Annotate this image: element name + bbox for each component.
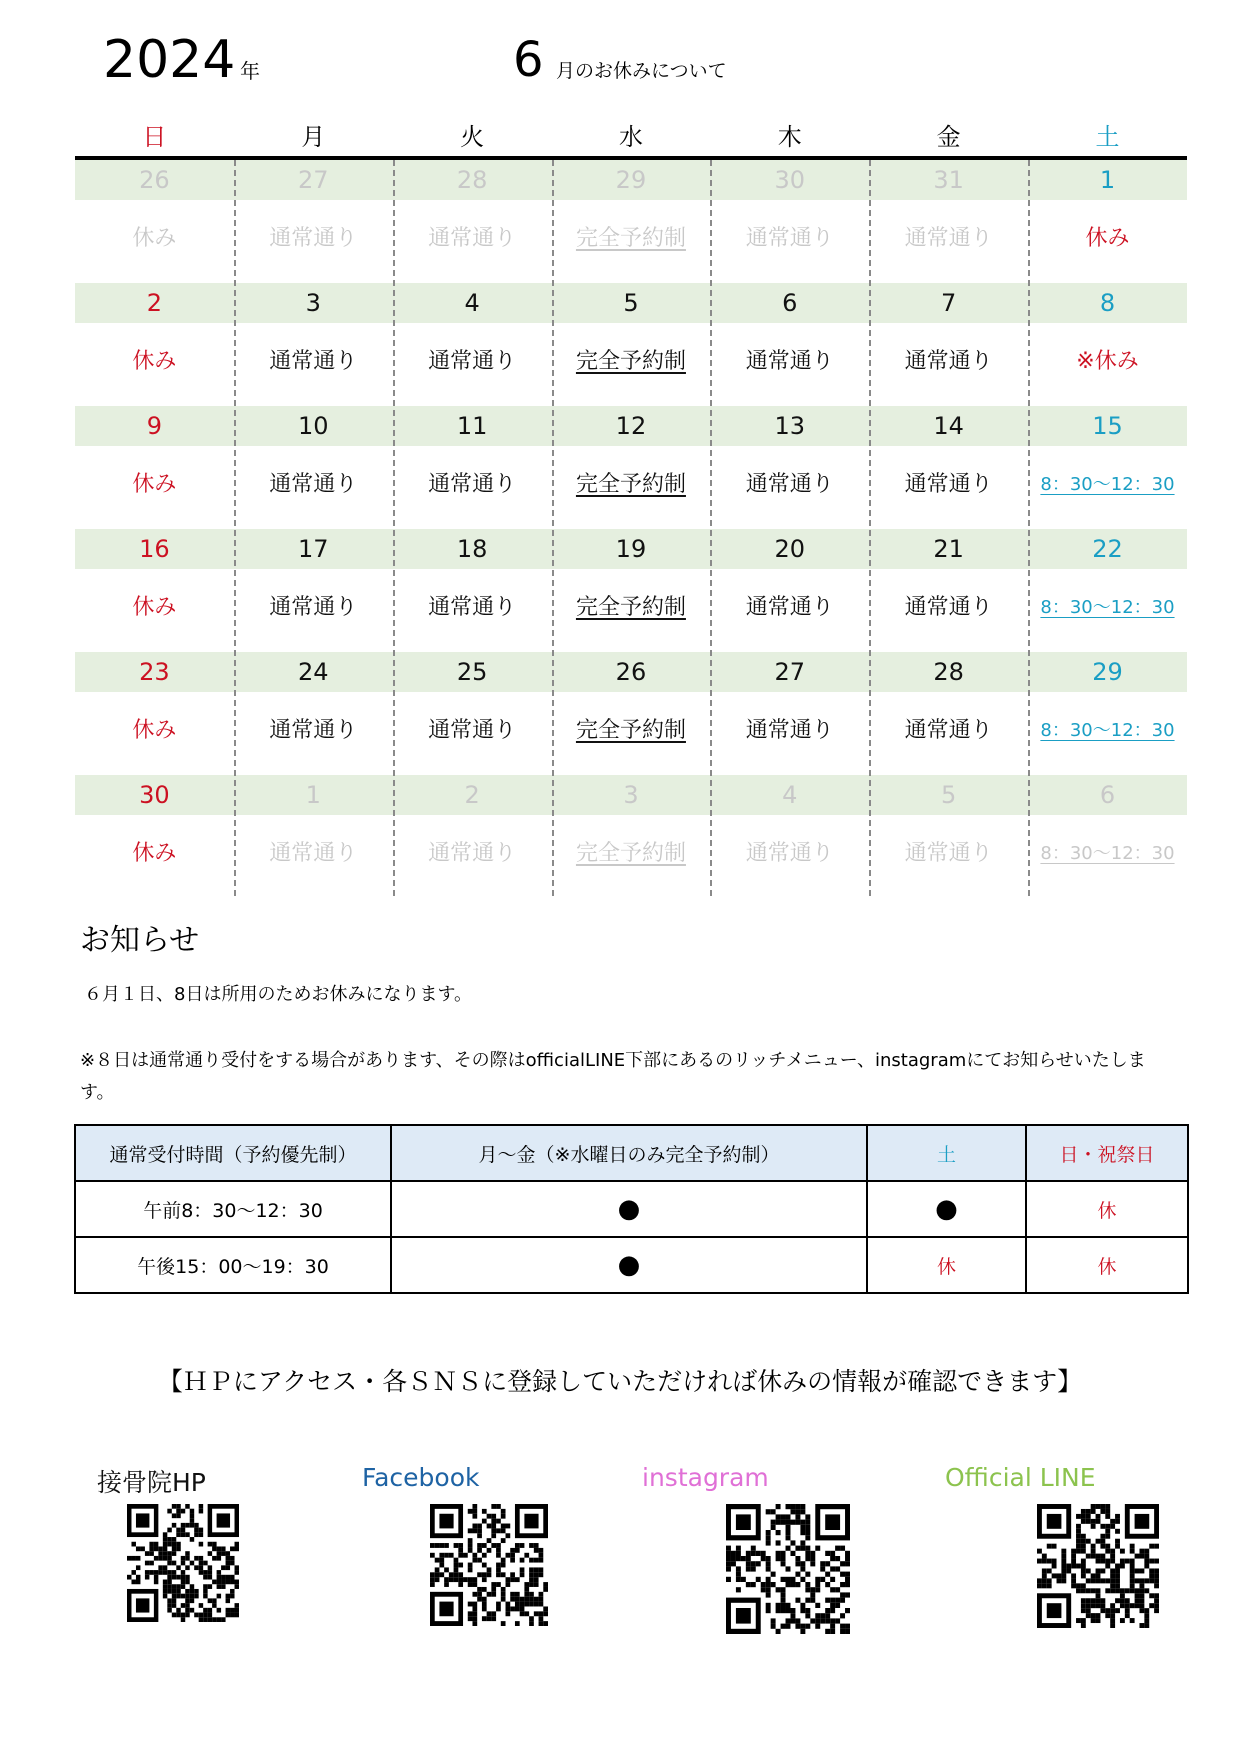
calendar-status: 完全予約制 (575, 349, 686, 374)
header-year: 2024 (103, 30, 236, 90)
calendar-status: 8：30～12：30 (1040, 843, 1175, 864)
calendar-status: 通常通り (745, 718, 834, 743)
calendar-status: 通常通り (269, 718, 358, 743)
calendar-status: 完全予約制 (575, 718, 686, 743)
calendar-date: 19 (615, 535, 647, 563)
calendar-date: 31 (933, 166, 964, 194)
calendar-date: 1 (1099, 166, 1116, 194)
hours-cell: ● (867, 1181, 1026, 1237)
calendar-date: 11 (456, 412, 488, 440)
calendar-status: 休み (132, 472, 177, 497)
calendar-date: 27 (297, 166, 329, 194)
status-row (75, 815, 1187, 898)
calendar-date: 16 (139, 535, 170, 563)
sns-banner: 【ＨＰにアクセス・各ＳＮＳに登録していただければ休みの情報が確認できます】 (157, 1367, 1083, 1396)
calendar-status: 休み (132, 226, 177, 251)
hours-table (74, 1124, 1189, 1294)
hours-header-time: 通常受付時間（予約優先制） (75, 1125, 391, 1181)
weekday-header (75, 118, 1187, 160)
calendar-date: 2 (464, 781, 480, 809)
calendar-week (75, 160, 1187, 283)
calendar-grid (75, 160, 1187, 896)
weekday-fri: 金 (936, 123, 961, 151)
calendar-status: 通常通り (745, 595, 834, 620)
header-month: 6 (513, 32, 544, 88)
calendar-status: 通常通り (428, 718, 517, 743)
hours-cell: 休 (1026, 1237, 1188, 1293)
sns-label-instagram: instagram (642, 1463, 769, 1492)
calendar-status: 休み (132, 349, 177, 374)
date-row (75, 529, 1187, 569)
calendar-status: 8：30～12：30 (1040, 474, 1175, 495)
calendar-status: 通常通り (428, 595, 517, 620)
weekday-tue: 火 (460, 123, 485, 151)
column-divider (710, 160, 712, 896)
column-divider (393, 160, 395, 896)
calendar-date: 30 (774, 166, 806, 194)
calendar-date: 27 (774, 658, 806, 686)
calendar-status: 通常通り (745, 841, 834, 866)
calendar-status: 休み (132, 718, 177, 743)
hours-row-morning (75, 1181, 1188, 1237)
hours-header-sat: 土 (867, 1125, 1026, 1181)
header-year-unit: 年 (240, 59, 260, 83)
sns-label-facebook: Facebook (362, 1463, 480, 1492)
calendar-date: 28 (933, 658, 964, 686)
calendar-date: 2 (146, 289, 163, 317)
date-row (75, 406, 1187, 446)
calendar-status: 通常通り (269, 595, 358, 620)
calendar-week (75, 283, 1187, 406)
status-row (75, 569, 1187, 652)
calendar-date: 21 (933, 535, 964, 563)
calendar-date: 25 (456, 658, 488, 686)
hours-cell: ● (391, 1181, 867, 1237)
calendar-date: 20 (774, 535, 806, 563)
calendar-date: 9 (146, 412, 163, 440)
weekday-sun: 日 (142, 123, 167, 151)
calendar-status: 完全予約制 (575, 472, 686, 497)
hours-cell: ● (391, 1237, 867, 1293)
calendar-status: 通常通り (269, 226, 358, 251)
calendar-status: 休み (132, 841, 177, 866)
calendar-status: 通常通り (745, 349, 834, 374)
calendar-date: 7 (941, 289, 957, 317)
column-divider (234, 160, 236, 896)
hours-cell: 午前8：30～12：30 (75, 1181, 391, 1237)
calendar-status: 通常通り (904, 226, 993, 251)
calendar-status: 通常通り (269, 841, 358, 866)
calendar-date: 22 (1092, 535, 1123, 563)
calendar-date: 28 (456, 166, 488, 194)
calendar-date: 14 (933, 412, 964, 440)
calendar-status: 完全予約制 (575, 841, 686, 866)
calendar-week (75, 775, 1187, 898)
calendar-status: 通常通り (904, 349, 993, 374)
calendar-date: 10 (297, 412, 329, 440)
calendar-status: 通常通り (428, 349, 517, 374)
weekday-sat: 土 (1095, 123, 1120, 151)
hours-cell: 午後15：00～19：30 (75, 1237, 391, 1293)
calendar-status: 通常通り (428, 226, 517, 251)
hours-header-holiday: 日・祝祭日 (1026, 1125, 1188, 1181)
qr-code-icon[interactable] (726, 1504, 850, 1634)
date-row (75, 775, 1187, 815)
calendar-status: 通常通り (904, 841, 993, 866)
calendar-week (75, 652, 1187, 775)
calendar-status: 完全予約制 (575, 226, 686, 251)
calendar-date: 17 (297, 535, 329, 563)
calendar-status: 通常通り (904, 472, 993, 497)
calendar-date: 1 (305, 781, 321, 809)
calendar-date: 26 (139, 166, 170, 194)
calendar-date: 8 (1099, 289, 1116, 317)
calendar-date: 12 (615, 412, 647, 440)
date-row (75, 652, 1187, 692)
weekday-wed: 水 (618, 123, 643, 151)
calendar-date: 3 (623, 781, 639, 809)
calendar-date: 4 (464, 289, 480, 317)
column-divider (552, 160, 554, 896)
weekday-thu: 木 (777, 123, 802, 151)
date-row (75, 160, 1187, 200)
hours-row-afternoon (75, 1237, 1188, 1293)
calendar-date: 29 (1092, 658, 1123, 686)
hours-header-row (75, 1125, 1188, 1181)
calendar-date: 24 (297, 658, 329, 686)
calendar-date: 30 (139, 781, 170, 809)
calendar-date: 23 (139, 658, 170, 686)
status-row (75, 692, 1187, 775)
notice-title: お知らせ (80, 923, 200, 958)
qr-code-icon[interactable] (127, 1504, 239, 1622)
calendar-date: 26 (615, 658, 647, 686)
calendar-status: 通常通り (269, 349, 358, 374)
calendar-status: 通常通り (428, 472, 517, 497)
hours-cell: 休 (1026, 1181, 1188, 1237)
status-row (75, 446, 1187, 529)
calendar-status: 通常通り (745, 226, 834, 251)
calendar-date: 4 (782, 781, 798, 809)
calendar-status: 通常通り (904, 595, 993, 620)
calendar-date: 6 (1099, 781, 1116, 809)
status-row (75, 200, 1187, 283)
date-row (75, 283, 1187, 323)
column-divider (869, 160, 871, 896)
header-title: 月のお休みについて (556, 60, 727, 82)
sns-label-hp: 接骨院HP (97, 1468, 206, 1497)
calendar-status: 休み (1085, 226, 1130, 251)
column-divider (1028, 160, 1030, 896)
calendar-date: 5 (941, 781, 957, 809)
calendar-date: 18 (456, 535, 488, 563)
calendar-status: 通常通り (904, 718, 993, 743)
calendar-date: 13 (774, 412, 806, 440)
notice-line-1: ６月１日、8日は所用のためお休みになります。 (84, 984, 473, 1005)
calendar-week (75, 529, 1187, 652)
calendar-status: ※休み (1076, 349, 1139, 374)
calendar-status: 休み (132, 595, 177, 620)
sns-label-line: Official LINE (945, 1463, 1096, 1492)
calendar-date: 29 (615, 166, 647, 194)
status-row (75, 323, 1187, 406)
calendar-week (75, 406, 1187, 529)
calendar-status: 8：30～12：30 (1040, 720, 1175, 741)
hours-header-weekday: 月～金（※水曜日のみ完全予約制） (391, 1125, 867, 1181)
qr-code-icon[interactable] (430, 1504, 548, 1626)
calendar-date: 5 (623, 289, 639, 317)
weekday-mon: 月 (301, 123, 326, 151)
calendar-date: 15 (1092, 412, 1123, 440)
calendar-status: 8：30～12：30 (1040, 597, 1175, 618)
calendar-status: 通常通り (428, 841, 517, 866)
qr-code-icon[interactable] (1037, 1504, 1159, 1628)
notice-line-2: ※８日は通常通り受付をする場合があります、その際はofficialLINE下部にあるのリッチメニュー、instagramにてお知らせいたします。 (80, 1050, 1146, 1103)
calendar-status: 通常通り (745, 472, 834, 497)
calendar-status: 通常通り (269, 472, 358, 497)
calendar-date: 3 (305, 289, 321, 317)
calendar-date: 6 (782, 289, 798, 317)
hours-cell: 休 (867, 1237, 1026, 1293)
calendar-status: 完全予約制 (575, 595, 686, 620)
